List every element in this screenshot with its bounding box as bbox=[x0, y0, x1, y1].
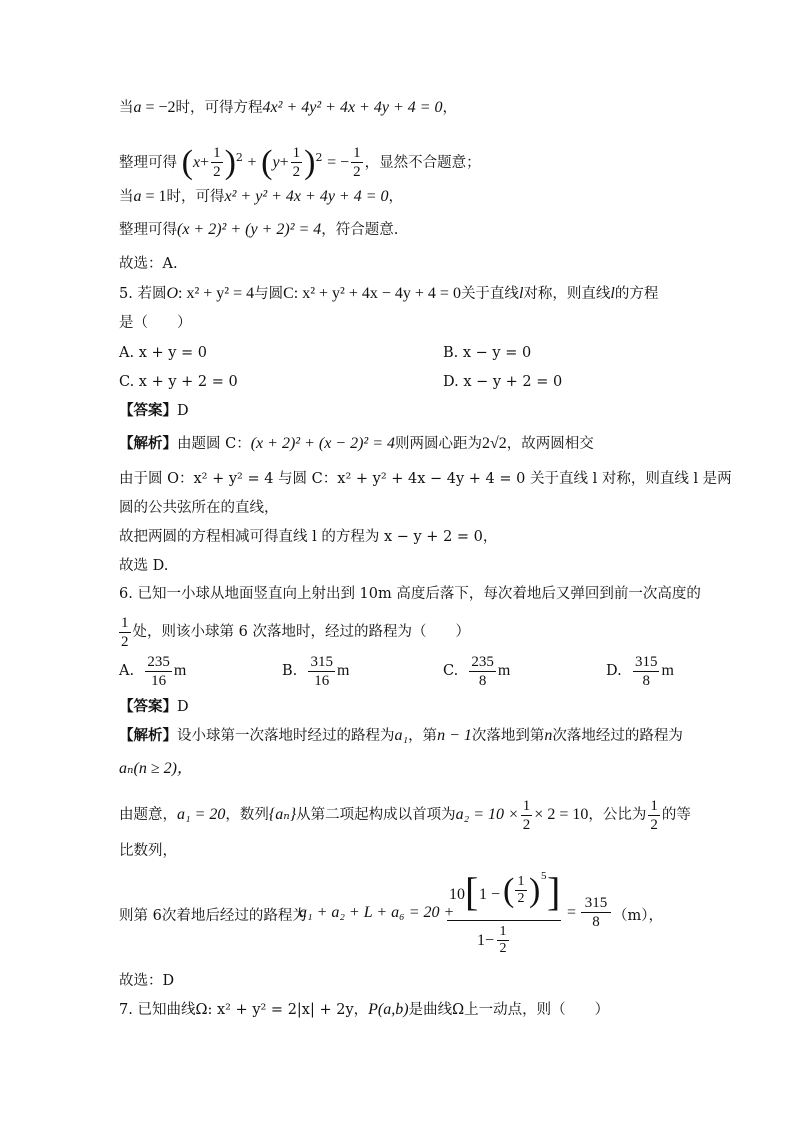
question-5-stem-cont: 是（ ） bbox=[119, 315, 192, 331]
solution-choice-A: 故选：A. bbox=[119, 256, 178, 272]
q5-analysis-line-1: 【解析】由题圆 C：(x + 2)² + (x − 2)² = 4则两圆心距为2√2，故两圆相交 bbox=[119, 435, 594, 452]
solution-line-circle-form: 整理可得(x + 2)² + (y + 2)² = 4，符合题意. bbox=[119, 221, 399, 238]
solution-line-completed-square: 整理可得 (x+ $\frac{1}{2}$ )$^2$ + (y+ $\frac{1}{2}$ )$^2$ = − $\frac{1}{2}$ ，显然不合题意； bbox=[119, 143, 481, 181]
solution-line-a-minus-2: 当a = −2时，可得方程4x² + 4y² + 4x + 4y + 4 = 0， bbox=[119, 99, 458, 116]
q6-analysis-line-1: 【解析】设小球第一次落地时经过的路程为a₁，第n − 1次落地到第n次落地经过的路程为 bbox=[119, 727, 683, 744]
question-6-stem-cont: $\frac{1}{2}$ 处，则该小球第 6 次落地时，经过的路程为（ ） bbox=[121, 614, 470, 650]
q5-option-A: A. x + y = 0 bbox=[119, 345, 208, 361]
q5-option-D: D. x − y + 2 = 0 bbox=[443, 374, 563, 390]
q6-option-C: C. $\frac{235}{8}$ m bbox=[443, 653, 511, 689]
q6-answer: 【答案】D bbox=[119, 698, 189, 715]
question-7-stem: 7. 已知曲线Ω: x² + y² = 2|x| + 2y，P(a,b)是曲线Ω上一动点，则（ ） bbox=[119, 1001, 610, 1018]
q5-analysis-line-4: 故把两圆的方程相减可得直线 l 的方程为 x − y + 2 = 0， bbox=[119, 529, 498, 545]
q6-analysis-line-2: aₙ(n ≥ 2)， bbox=[119, 760, 193, 777]
q6-option-A: A. $\frac{235}{16}$ m bbox=[119, 653, 187, 689]
q6-analysis-line-3: 由题意，a₁ = 20，数列{aₙ}从第二项起构成以首项为a₂ = 10 × $\frac{1}{2}$ × 2 = 10，公比为 $\frac{1}{2}$ 的等 bbox=[119, 797, 691, 833]
q5-analysis-line-3: 圆的公共弦所在的直线， bbox=[119, 500, 279, 516]
fraction-bar bbox=[447, 920, 561, 921]
q6-analysis-conclusion: 故选：D bbox=[119, 973, 175, 989]
q6-option-D: D. $\frac{315}{8}$ m bbox=[606, 653, 674, 689]
q5-option-B: B. x − y = 0 bbox=[443, 345, 532, 361]
q6-option-B: B. $\frac{315}{16}$ m bbox=[282, 653, 350, 689]
q5-analysis-line-2: 由于圆 O：x² + y² = 4 与圆 C：x² + y² + 4x − 4y + 4 = 0 关于直线 l 对称，则直线 l 是两 bbox=[119, 471, 732, 487]
q5-option-C: C. x + y + 2 = 0 bbox=[119, 374, 238, 390]
q5-analysis-line-5: 故选 D. bbox=[119, 558, 169, 574]
solution-line-a-1: 当a = 1时，可得x² + y² + 4x + 4y + 4 = 0， bbox=[119, 188, 404, 205]
q5-answer: 【答案】D bbox=[119, 402, 189, 419]
q6-analysis-line-4: 比数列， bbox=[119, 843, 177, 859]
q6-sum-formula: 则第 6次着地后经过的路程为 a₁ + a₂ + L + a₆ = 20 + 10 [ 1 − ( 1 2 ) 5 ] 1− 1 2 = 315 8 （m）， bbox=[119, 869, 663, 956]
question-6-stem: 6. 已知一小球从地面竖直向上射出到 10m 高度后落下，每次着地后又弹回到前一次高度的 bbox=[119, 586, 701, 602]
question-5-stem: 5. 若圆O: x² + y² = 4与圆C: x² + y² + 4x − 4y + 4 = 0关于直线l对称，则直线l的方程 bbox=[119, 285, 659, 302]
